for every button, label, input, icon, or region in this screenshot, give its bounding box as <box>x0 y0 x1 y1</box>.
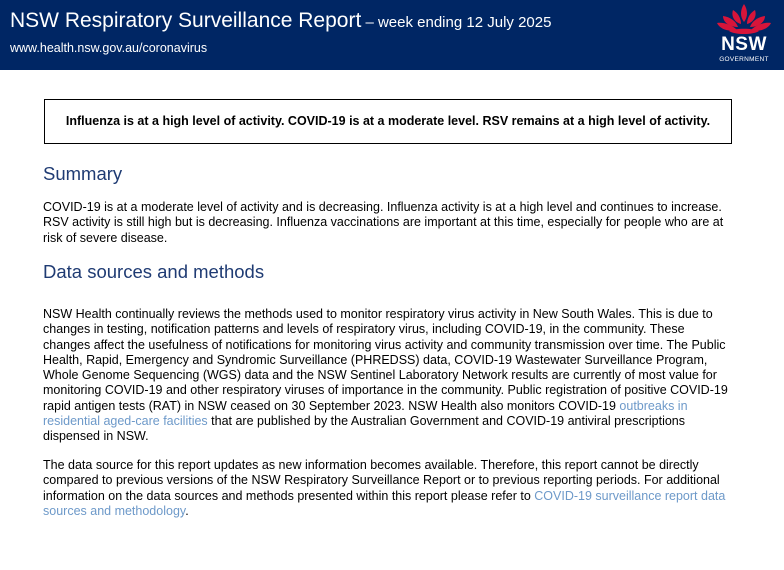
report-header <box>0 0 784 70</box>
methodology-link[interactable]: COVID-19 surveillance report data sources and methodology <box>43 488 726 518</box>
report-title <box>10 9 551 35</box>
methods-heading: Data sources and methods <box>43 261 265 282</box>
key-message: Influenza is at a high level of activity. COVID-19 is at a moderate level. RSV remains at a high level of activity. <box>65 114 711 128</box>
methods-paragraph-1-text: NSW Health continually reviews the methods used to monitor respiratory virus activity in New South Wales. This is due to changes in testing, notification patterns and levels of respiratory virus, including COVID-19, in the community. These changes affect the usefulness of notifications for monitoring virus activity and community transmission over time. The Public Health, Rapid, Emergency and Syndromic Surveillance (PHREDSS) data, COVID-19 Wastewater Surveillance Program, Whole Genome Sequencing (WGS) data and the NSW Sentinel Laboratory Network results are currently of most value for monitoring COVID-19 and other respiratory viruses of importance in the community. Public registration of positive COVID-19 rapid antigen tests (RAT) in NSW ceased on 30 September 2023. NSW Health also monitors COVID-19 <box>43 307 728 413</box>
outbreaks-aged-care-link[interactable]: outbreaks in residential aged-care facilities <box>43 398 688 429</box>
methods-paragraph-2-end: . <box>185 503 189 518</box>
waratah-icon <box>711 2 777 36</box>
header-url[interactable]: www.health.nsw.gov.au/coronavirus <box>10 41 208 55</box>
methods-paragraph-2-text: The data source for this report updates as new information becomes available. Therefore, this report cannot be directly compared to previous versions of the NSW Respiratory Surveillance Report or to previous reporting periods. For additional information on the data sources and methods presented within this report please refer to <box>43 458 720 503</box>
logo-government-text: GOVERNMENT <box>719 56 769 63</box>
summary-paragraph: COVID-19 is at a moderate level of activity and is decreasing. Influenza activity is at a high level and continues to increase. RSV activity is still high but is decreasing. Influenza vaccinations are important at this time, especially for people who are at risk of severe disease. <box>43 200 724 245</box>
summary-heading: Summary <box>43 163 123 184</box>
logo-nsw-text: NSW <box>721 34 767 55</box>
methods-paragraph-1-end: that are published by the Australian Government and COVID-19 antiviral prescriptions dispensed in NSW. <box>43 414 686 444</box>
report-subtitle: – week ending 12 July 2025 <box>361 14 552 31</box>
methods-paragraph-2 <box>43 458 733 519</box>
nsw-government-logo <box>711 2 777 66</box>
methods-paragraph-1 <box>43 307 733 445</box>
key-message-box <box>44 99 732 144</box>
report-title-main: NSW Respiratory Surveillance Report <box>10 9 362 32</box>
